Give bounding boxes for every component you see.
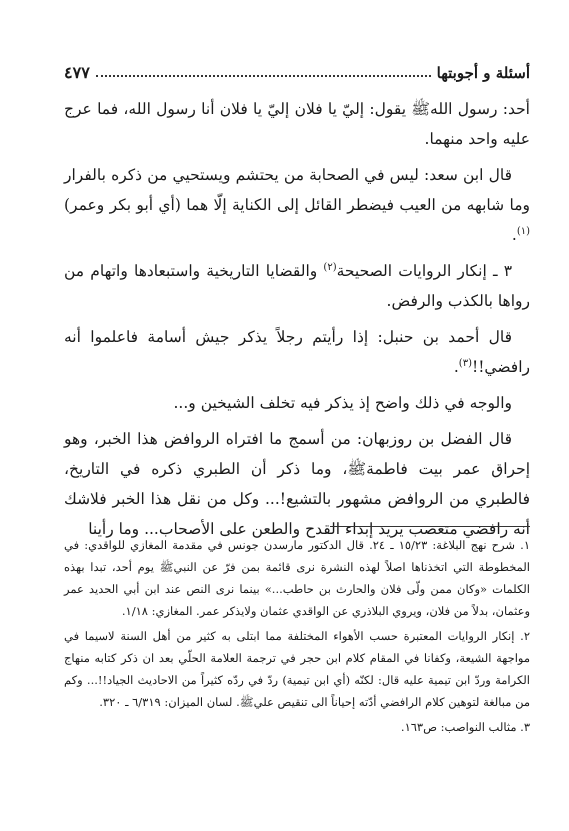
paragraph-5: والوجه في ذلك واضح إذ يذكر فيه تخلف الشيخين و...	[173, 394, 512, 412]
paragraph-4-text: قال أحمد بن حنبل: إذا رأيتم رجلاً يذكر جيش أسامة فاعلموا أنه رافضي!!	[64, 328, 530, 376]
footnote-3: ٣. مثالب النواصب: ص١٦٣.	[400, 720, 530, 734]
paragraph-4-end: .	[453, 358, 459, 376]
paragraph-3-text-a: ٣ ـ إنكار الروايات الصحيحة	[336, 262, 513, 280]
footnotes	[64, 534, 530, 741]
paragraph-3	[64, 256, 530, 316]
paragraph-4	[64, 322, 530, 382]
paragraph-2-text: قال ابن سعد: ليس في الصحابة من يحتشم ويستحيي من ذكره بالفرار وما شابهه من العيب فيضطر القائل إلى الكناية إلّا هما (أي أبو بكر وعمر)	[64, 166, 530, 214]
running-title: أسئلة و أجوبتها	[436, 64, 530, 82]
main-text	[64, 94, 530, 550]
paragraph-2	[64, 160, 530, 250]
footnote-separator	[330, 526, 530, 527]
paragraph-1: أحد: رسول اللهﷺ يقول: إليّ يا فلان إليّ يا فلان أنا رسول الله، فما عرج عليه واحد منهما.	[64, 100, 530, 148]
page-header	[64, 58, 530, 82]
page-number: ٤٧٧	[64, 63, 90, 82]
footnote-2: ٢. إنكار الروايات المعتبرة حسب الأهواء المختلفة مما ابتلى به كثير من أهل السنة لاسيما في مواجهة الشيعة، وكفانا في المقام كلام ابن حجر في ترجمة العلامة الحلّي بعد ان ذكر كتابه منهاج الكرامة وردّ ابن تيمية عليه قال: لكنّه (أي ابن تيمية) ردّ في ردّه كثيراً من الاحاديث الجياد!!... وكم من مبالغة لتوهين كلام الرافضي أدّته إحياناً الى تنقيص عليﷺ. لسان الميزان: ٦/٣١٩ ـ ٣٢٠.	[64, 629, 530, 709]
paragraph-2-end: .	[511, 226, 517, 244]
header-dot-leader	[96, 75, 431, 77]
footnote-ref-3: (٣)	[458, 357, 472, 369]
footnote-1: ١. شرح نهج البلاغة: ١٥/٢٣ ـ ٢٤. قال الدكتور مارسدن جونس في مقدمة المغازي للواقدي: في المخطوطة التي اتخذناها اصلاً لهذه النشرة نرى قائمة بمن فرّ عن النبيﷺ يوم أحد، تبدا بهذه الكلمات «وكان ممن ولّى فلان والحارث بن حاطب...» بينما نرى النص عند ابن أبي الحديد عمر وعثمان، بدلاً من فلان، ويروي البلاذري عن الواقدي عثمان ولايذكر عمر. المغازي: ١/١٨.	[64, 538, 530, 618]
paragraph-3-text-b: والقضايا التاريخية واستبعادها واتهام من رواها بالكذب والرفض.	[64, 262, 530, 310]
footnote-ref-1: (١)	[516, 225, 530, 237]
footnote-ref-2: (٢)	[323, 261, 337, 273]
paragraph-6: قال الفضل بن روزبهان: من أسمج ما افتراه الروافض هذا الخبر، وهو إحراق عمر بيت فاطمةﷺ، وما ذكر أن الطبري ذكره في التاريخ، فالطبري من الروافض مشهور بالتشيع!... وكل من نقل هذا الخبر فلاشك أنه رافضي متعصب يريد إبداء القدح والطعن على الأصحاب... وما رأينا	[64, 430, 530, 538]
